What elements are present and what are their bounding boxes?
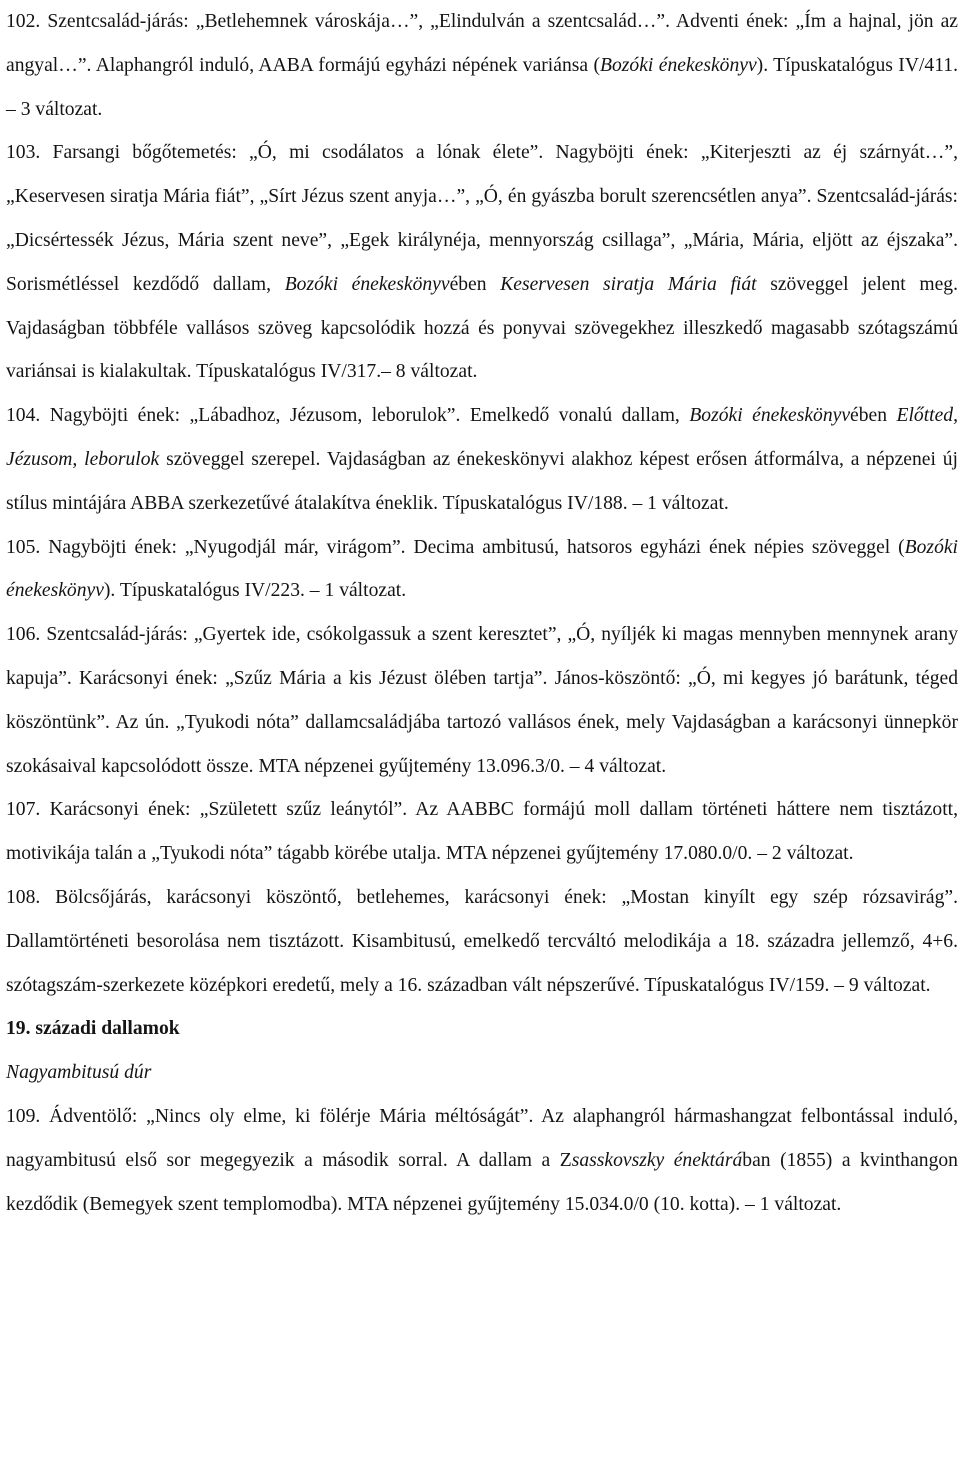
text-run: ében xyxy=(850,405,897,427)
text-run: 109. Ádventölő: „Nincs oly elme, ki fölérje Mária méltóságát”. Az alaphangról hármashangzat felbontással induló, nagyambitusú első sor megegyezik a második sorral. A dallam a Z xyxy=(6,1105,958,1171)
section-subheading xyxy=(6,1051,958,1095)
text-run: szöveggel szerepel. Vajdaságban az énekeskönyvi alakhoz képest erősen átformálva, a népzenei új stílus mintájára ABBA szerkezetűvé átalakítva éneklik. Típuskatalógus IV/188. – 1 változat. xyxy=(6,448,959,514)
catalog-entry-104 xyxy=(6,394,958,525)
catalog-entry-106 xyxy=(6,613,958,788)
catalog-entry-105 xyxy=(6,526,958,614)
text-run: ). Típuskatalógus IV/411. – 3 változat. xyxy=(6,54,958,120)
text-run: ). Típuskatalógus IV/223. – 1 változat. xyxy=(103,580,407,602)
text-run: szöveggel jelent meg. Vajdaságban többféle vallásos szöveg kapcsolódik hozzá és ponyvai szövegekhez illeszkedő magasabb szótagszámú variánsai is kialakultak. Típuskatalógus IV/317.– 8 változat. xyxy=(6,273,958,383)
text-run: Nagyambitusú dúr xyxy=(6,1062,152,1084)
italic-text: Bozóki énekeskönyv xyxy=(600,54,757,76)
catalog-entry-102 xyxy=(6,0,958,131)
text-run: ban (1855) a kvinthangon kezdődik (Bemegyek szent templomodba). MTA népzenei gyűjtemény 15.034.0/0 (10. kotta). – 1 változat. xyxy=(6,1149,958,1215)
text-run: 102. Szentcsalád-járás: „Betlehemnek városkája…”, „Elindulván a szentcsalád…”. Adventi ének: „Ím a hajnal, jön az angyal…”. Alaphangról induló, AABA formájú egyházi népének variánsa ( xyxy=(6,11,958,76)
text-run: 106. Szentcsalád-járás: „Gyertek ide, csókolgassuk a szent keresztet”, „Ó, nyíljék ki magas mennyben mennynek arany kapuja”. Karácsonyi ének: „Szűz Mária a kis Jézust ölében tartja”. János-köszöntő: „Ó, mi kegyes jó barátunk, téged köszöntünk”. Az ún. „Tyukodi nóta” dallamcsaládjába tartozó vallásos ének, mely Vajdaságban a karácsonyi ünnepkör szokásaival kapcsolódott össze. MTA népzenei gyűjtemény 13.096.3/0. – 4 változat. xyxy=(6,624,958,777)
text-run: 105. Nagyböjti ének: „Nyugodjál már, virágom”. Decima ambitusú, hatsoros egyházi ének népies szöveggel ( xyxy=(6,536,905,558)
text-run: 103. Farsangi bőgőtemetés: „Ó, mi csodálatos a lónak élete”. Nagyböjti ének: „Kiterjeszti az éj szárnyát…”, „Keservesen siratja Mária fiát”, „Sírt Jézus szent anyja…”, „Ó, én gyászba borult szerencsétlen anya”. Szentcsalád-járás: „Dicsértessék Jézus, Mária szent neve”, „Egek királynéja, mennyország csillaga”, „Mária, Mária, eljött az éjszaka”. Sorismétléssel kezdődő dallam, xyxy=(6,142,958,295)
italic-text: Bozóki énekeskönyv xyxy=(284,273,450,295)
section-heading xyxy=(6,1007,958,1051)
italic-text: Bozóki énekeskönyv xyxy=(689,405,851,427)
text-run: ében xyxy=(449,273,501,295)
italic-text: Előtted, Jézusom, leborulok xyxy=(6,405,959,470)
text-run: 104. Nagyböjti ének: „Lábadhoz, Jézusom, leborulok”. Emelkedő vonalú dallam, xyxy=(6,405,690,427)
catalog-entry-109 xyxy=(6,1095,958,1226)
catalog-entry-107 xyxy=(6,788,958,876)
italic-text: Keservesen siratja Mária fiát xyxy=(500,273,757,295)
text-run: 19. századi dallamok xyxy=(6,1018,180,1040)
text-run: 108. Bölcsőjárás, karácsonyi köszöntő, betlehemes, karácsonyi ének: „Mostan kinyílt egy szép rózsavirág”. Dallamtörténeti besorolása nem tisztázott. Kisambitusú, emelkedő tercváltó melodikája a 18. századra jellemző, 4+6. szótagszám-szerkezete középkori eredetű, mely a 16. században vált népszerűvé. Típuskatalógus IV/159. – 9 változat. xyxy=(6,886,958,996)
italic-text: Bozóki énekeskönyv xyxy=(6,536,958,602)
catalog-entry-108 xyxy=(6,876,958,1007)
catalog-entry-103 xyxy=(6,131,958,394)
italic-text: sasskovszky énektárá xyxy=(571,1149,743,1171)
text-run: 107. Karácsonyi ének: „Született szűz leánytól”. Az AABBC formájú moll dallam történeti háttere nem tisztázott, motivikája talán a „Tyukodi nóta” tágabb körébe utalja. MTA népzenei gyűjtemény 17.080.0/0. – 2 változat. xyxy=(6,799,958,865)
